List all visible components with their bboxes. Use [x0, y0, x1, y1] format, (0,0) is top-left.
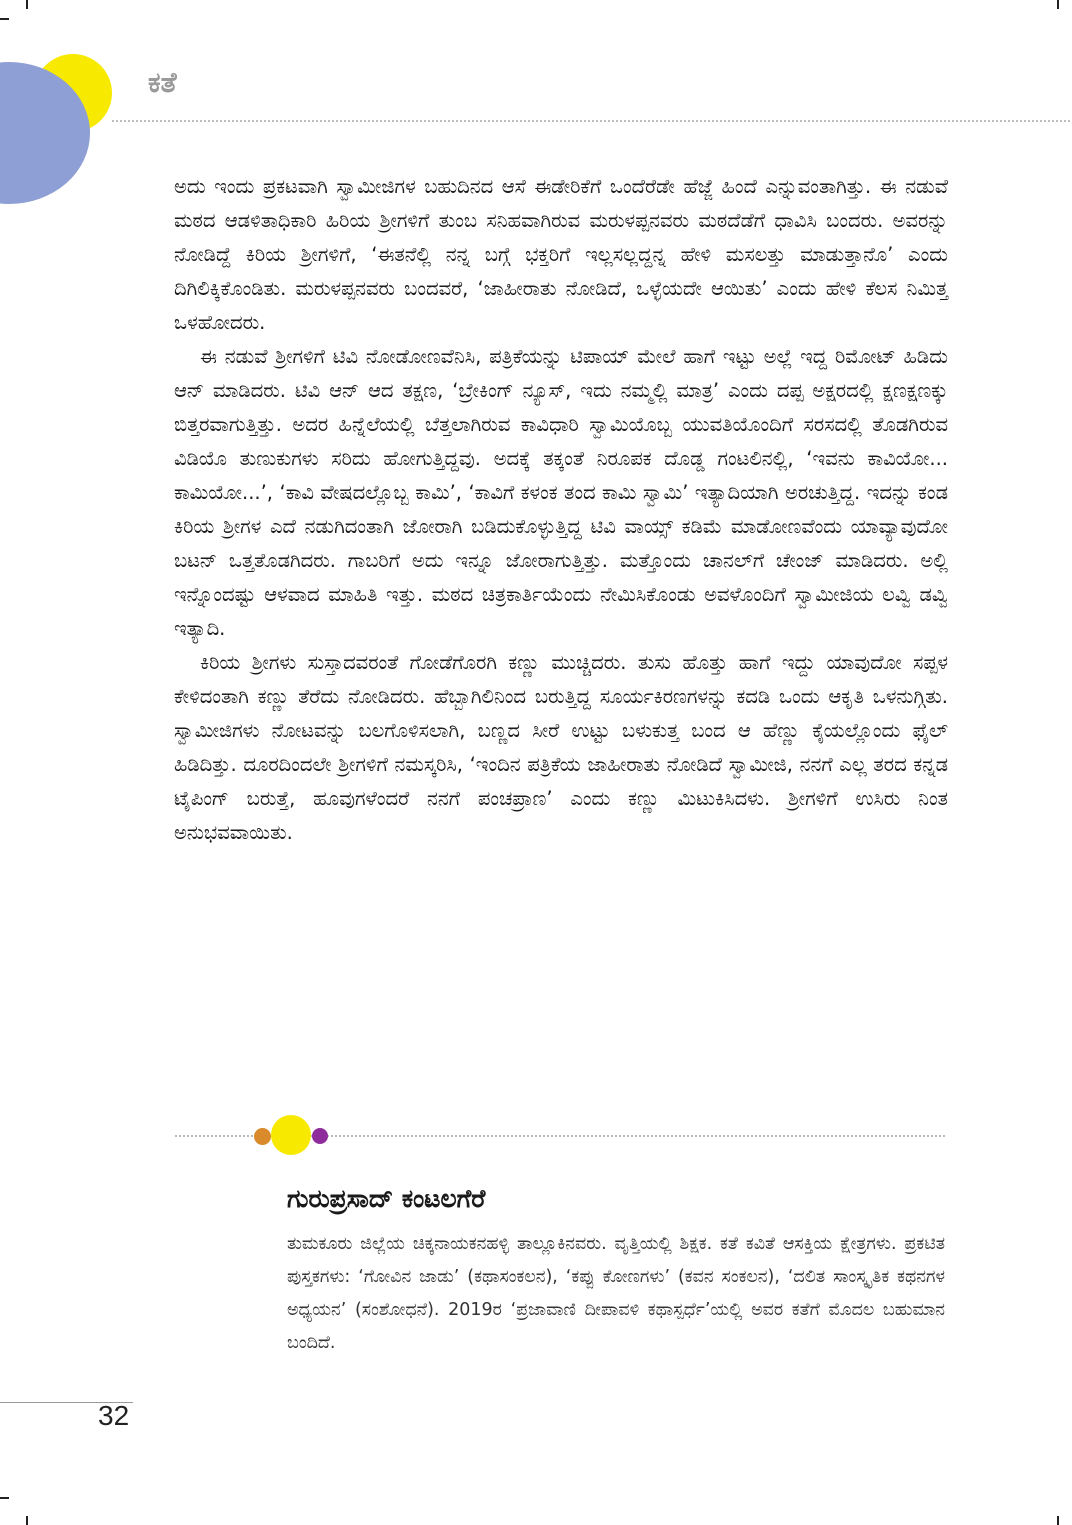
header-dotted-rule	[112, 120, 1070, 122]
crop-mark	[26, 1516, 28, 1525]
story-paragraph: ಕಿರಿಯ ಶ್ರೀಗಳು ಸುಸ್ತಾದವರಂತೆ ಗೋಡೆಗೊರಗಿ ಕಣ್ಣು ಮುಚ್ಚಿದರು. ತುಸು ಹೊತ್ತು ಹಾಗೆ ಇದ್ದು ಯಾವುದೋ ಸಪ್ಪಳ ಕೇಳಿದಂತಾಗಿ ಕಣ್ಣು ತೆರೆದು ನೋಡಿದರು. ಹೆಬ್ಬಾಗಿಲಿನಿಂದ ಬರುತ್ತಿದ್ದ ಸೂರ್ಯಕಿರಣಗಳನ್ನು ಕದಡಿ ಒಂದು ಆಕೃತಿ ಒಳನುಗ್ಗಿತು. ಸ್ವಾಮೀಜಿಗಳು ನೋಟವನ್ನು ಬಲಗೊಳಿಸಲಾಗಿ, ಬಣ್ಣದ ಸೀರೆ ಉಟ್ಟು ಬಳುಕುತ್ತ ಬಂದ ಆ ಹೆಣ್ಣು ಕೈಯಲ್ಲೊಂದು ಫೈಲ್ ಹಿಡಿದಿತ್ತು. ದೂರದಿಂದಲೇ ಶ್ರೀಗಳಿಗೆ ನಮಸ್ಕರಿಸಿ, ‘ಇಂದಿನ ಪತ್ರಿಕೆಯ ಜಾಹೀರಾತು ನೋಡಿದೆ ಸ್ವಾಮೀಜಿ, ನನಗೆ ಎಲ್ಲ ತರದ ಕನ್ನಡ ಟೈಪಿಂಗ್ ಬರುತ್ತೆ, ಹೂವುಗಳೆಂದರೆ ನನಗೆ ಪಂಚಪ್ರಾಣ’ ಎಂದು ಕಣ್ಣು ಮಿಟುಕಿಸಿದಳು. ಶ್ರೀಗಳಿಗೆ ಉಸಿರು ನಿಂತ ಅನುಭವವಾಯಿತು.	[174, 651, 948, 844]
story-paragraph: ಅದು ಇಂದು ಪ್ರಕಟವಾಗಿ ಸ್ವಾಮೀಜಿಗಳ ಬಹುದಿನದ ಆಸೆ ಈಡೇರಿಕೆಗೆ ಒಂದೆರೆಡೇ ಹೆಜ್ಜೆ ಹಿಂದೆ ಎನ್ನುವಂತಾಗಿತ್ತು. ಈ ನಡುವೆ ಮಠದ ಆಡಳಿತಾಧಿಕಾರಿ ಹಿರಿಯ ಶ್ರೀಗಳಿಗೆ ತುಂಬ ಸನಿಹವಾಗಿರುವ ಮರುಳಪ್ಪನವರು ಮಠದೆಡೆಗೆ ಧಾವಿಸಿ ಬಂದರು. ಅವರನ್ನು ನೋಡಿದ್ದೆ ಕಿರಿಯ ಶ್ರೀಗಳಿಗೆ, ‘ಈತನೆಲ್ಲಿ ನನ್ನ ಬಗ್ಗೆ ಭಕ್ತರಿಗೆ ಇಲ್ಲಸಲ್ಲದ್ದನ್ನ ಹೇಳಿ ಮಸಲತ್ತು ಮಾಡುತ್ತಾನೊ’ ಎಂದು ದಿಗಿಲಿಕ್ಕಿಕೊಂಡಿತು. ಮರುಳಪ್ಪನವರು ಬಂದವರೆ, ‘ಜಾಹೀರಾತು ನೋಡಿದೆ, ಒಳ್ಳೆಯದೇ ಆಯಿತು’ ಎಂದು ಹೇಳಿ ಕೆಲಸ ನಿಮಿತ್ತ ಒಳಹೋದರು.	[174, 175, 948, 334]
section-title: ಕತೆ	[148, 66, 177, 99]
author-name: ಗುರುಪ್ರಸಾದ್ ಕಂಟಲಗೆರೆ	[287, 1184, 486, 1213]
page-number: 32	[98, 1400, 130, 1431]
crop-mark	[1057, 1516, 1059, 1525]
crop-mark	[0, 18, 9, 20]
crop-mark	[26, 0, 28, 9]
story-paragraph: ಈ ನಡುವೆ ಶ್ರೀಗಳಿಗೆ ಟಿವಿ ನೋಡೋಣವೆನಿಸಿ, ಪತ್ರಿಕೆಯನ್ನು ಟಿಪಾಯ್ ಮೇಲೆ ಹಾಗೆ ಇಟ್ಟು ಅಲ್ಲೆ ಇದ್ದ ರಿಮೋಟ್ ಹಿಡಿದು ಆನ್ ಮಾಡಿದರು. ಟಿವಿ ಆನ್ ಆದ ತಕ್ಷಣ, ‘ಬ್ರೇಕಿಂಗ್ ನ್ಯೂಸ್, ಇದು ನಮ್ಮಲ್ಲಿ ಮಾತ್ರ’ ಎಂದು ದಪ್ಪ ಅಕ್ಷರದಲ್ಲಿ ಕ್ಷಣಕ್ಷಣಕ್ಕು ಬಿತ್ತರವಾಗುತ್ತಿತ್ತು. ಅದರ ಹಿನ್ನೆಲೆಯಲ್ಲಿ ಬೆತ್ತಲಾಗಿರುವ ಕಾವಿಧಾರಿ ಸ್ವಾಮಿಯೊಬ್ಬ ಯುವತಿಯೊಂದಿಗೆ ಸರಸದಲ್ಲಿ ತೊಡಗಿರುವ ವಿಡಿಯೊ ತುಣುಕುಗಳು ಸರಿದು ಹೋಗುತ್ತಿದ್ದವು. ಅದಕ್ಕೆ ತಕ್ಕಂತೆ ನಿರೂಪಕ ದೊಡ್ಡ ಗಂಟಲಿನಲ್ಲಿ, ‘ಇವನು ಕಾವಿಯೋ... ಕಾಮಿಯೋ...’, ‘ಕಾವಿ ವೇಷದಲ್ಲೊಬ್ಬ ಕಾಮಿ’, ‘ಕಾವಿಗೆ ಕಳಂಕ ತಂದ ಕಾಮಿ ಸ್ವಾಮಿ’ ಇತ್ಯಾದಿಯಾಗಿ ಅರಚುತ್ತಿದ್ದ. ಇದನ್ನು ಕಂಡ ಕಿರಿಯ ಶ್ರೀಗಳ ಎದೆ ನಡುಗಿದಂತಾಗಿ ಜೋರಾಗಿ ಬಡಿದುಕೊಳ್ಳುತ್ತಿದ್ದ ಟಿವಿ ವಾಯ್ಸ್ ಕಡಿಮೆ ಮಾಡೋಣವೆಂದು ಯಾವ್ಯಾವುದೋ ಬಟನ್ ಒತ್ತತೊಡಗಿದರು. ಗಾಬರಿಗೆ ಅದು ಇನ್ನೂ ಜೋರಾಗುತ್ತಿತ್ತು. ಮತ್ತೊಂದು ಚಾನಲ್‌ಗೆ ಚೇಂಜ್ ಮಾಡಿದರು. ಅಲ್ಲಿ ಇನ್ನೊಂದಷ್ಟು ಆಳವಾದ ಮಾಹಿತಿ ಇತ್ತು. ಮಠದ ಚಿತ್ರಕಾರ್ತಿಯೆಂದು ನೇಮಿಸಿಕೊಂಡು ಅವಳೊಂದಿಗೆ ಸ್ವಾಮೀಜಿಯ ಲವ್ವಿ ಡವ್ವಿ ಇತ್ಯಾದಿ.	[174, 345, 948, 640]
purple-dot	[312, 1128, 328, 1144]
yellow-dot	[271, 1115, 311, 1155]
crop-mark	[1057, 0, 1059, 9]
crop-mark	[0, 1497, 9, 1499]
story-body	[174, 170, 948, 850]
author-bio: ತುಮಕೂರು ಜಿಲ್ಲೆಯ ಚಿಕ್ಕನಾಯಕನಹಳ್ಳಿ ತಾಲ್ಲೂಕಿನವರು. ವೃತ್ತಿಯಲ್ಲಿ ಶಿಕ್ಷಕ. ಕತೆ ಕವಿತೆ ಆಸಕ್ತಿಯ ಕ್ಷೇತ್ರಗಳು. ಪ್ರಕಟಿತ ಪುಸ್ತಕಗಳು: ‘ಗೋವಿನ ಜಾಡು’ (ಕಥಾಸಂಕಲನ), ‘ಕಪ್ಪು ಕೋಣಗಳು’ (ಕವನ ಸಂಕಲನ), ‘ದಲಿತ ಸಾಂಸ್ಕೃತಿಕ ಕಥನಗಳ ಅಧ್ಯಯನ’ (ಸಂಶೋಧನೆ). 2019ರ ‘ಪ್ರಜಾವಾಣಿ ದೀಪಾವಳಿ ಕಥಾಸ್ಪರ್ಧೆ’ಯಲ್ಲಿ ಅವರ ಕತೆಗೆ ಮೊದಲ ಬಹುಮಾನ ಬಂದಿದೆ.	[287, 1234, 945, 1353]
orange-dot	[254, 1128, 271, 1145]
